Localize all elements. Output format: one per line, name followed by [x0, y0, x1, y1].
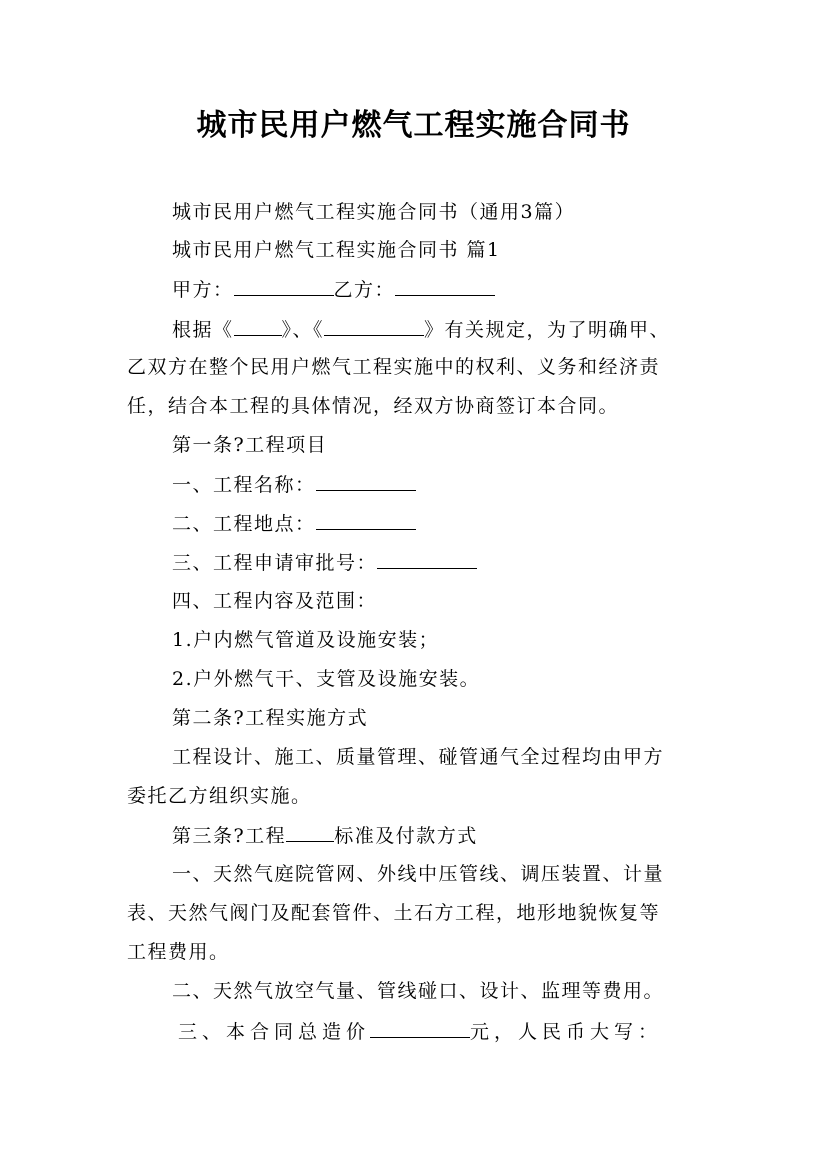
text-fragment: 标准及付款方式	[334, 825, 478, 847]
field-label: 三、工程申请审批号：	[172, 552, 378, 574]
field-label: 一、工程名称：	[172, 474, 316, 496]
party-b-label: 乙方：	[333, 279, 396, 301]
party-a-label: 甲方：	[172, 279, 234, 301]
text-fragment: 第三条?工程	[172, 825, 287, 847]
article-heading: 第一条?工程项目	[172, 434, 328, 456]
text-fragment: 》、《	[281, 319, 325, 341]
parties-line	[172, 277, 495, 302]
paragraph-line: 工程设计、施工、质量管理、碰管通气全过程均由甲方	[172, 746, 665, 768]
paragraph-line: 乙双方在整个民用户燃气工程实施中的权利、义务和经济责	[127, 356, 661, 378]
project-location-blank	[316, 511, 416, 530]
list-item: 2.户外燃气干、支管及设施安装。	[172, 668, 481, 690]
article-heading: 第二条?工程实施方式	[172, 707, 369, 729]
subtitle-line: 城市民用户燃气工程实施合同书（通用3篇）	[172, 201, 576, 223]
total-price-blank	[370, 1019, 470, 1038]
project-name-blank	[316, 472, 416, 491]
paragraph-line: 工程费用。	[127, 941, 230, 963]
paragraph-line: 表、天然气阀门及配套管件、土石方工程，地形地貌恢复等	[127, 902, 661, 924]
text-fragment: 》有关规定，为了明确甲、	[424, 319, 671, 341]
total-price-line	[178, 1019, 662, 1044]
paragraph-line: 二、天然气放空气量、管线碰口、设计、监理等费用。	[172, 980, 665, 1002]
list-item: 1.户内燃气管道及设施安装；	[172, 629, 440, 651]
field-line: 四、工程内容及范围：	[172, 590, 378, 612]
text-fragment: 三、本合同总造价	[178, 1021, 371, 1043]
paragraph-line: 委托乙方组织实施。	[127, 785, 312, 807]
paragraph-line: 任，结合本工程的具体情况，经双方协商签订本合同。	[127, 395, 620, 417]
text-fragment: 根据《	[172, 319, 234, 341]
section-heading: 城市民用户燃气工程实施合同书 篇1	[172, 239, 501, 261]
heading-blank	[286, 823, 334, 842]
law-blank-2	[324, 317, 424, 336]
field-line	[172, 511, 416, 536]
law-blank-1	[234, 317, 282, 336]
field-label: 二、工程地点：	[172, 513, 316, 535]
party-a-blank	[234, 277, 334, 296]
article-heading	[172, 823, 478, 848]
field-line	[172, 550, 477, 575]
document-title: 城市民用户燃气工程实施合同书	[196, 108, 631, 143]
paragraph-line: 一、天然气庭院管网、外线中压管线、调压装置、计量	[172, 863, 665, 885]
paragraph-line	[172, 317, 670, 342]
text-fragment: 元，人民币大写：	[470, 1021, 663, 1043]
approval-number-blank	[377, 550, 477, 569]
party-b-blank	[395, 277, 495, 296]
field-line	[172, 472, 416, 497]
